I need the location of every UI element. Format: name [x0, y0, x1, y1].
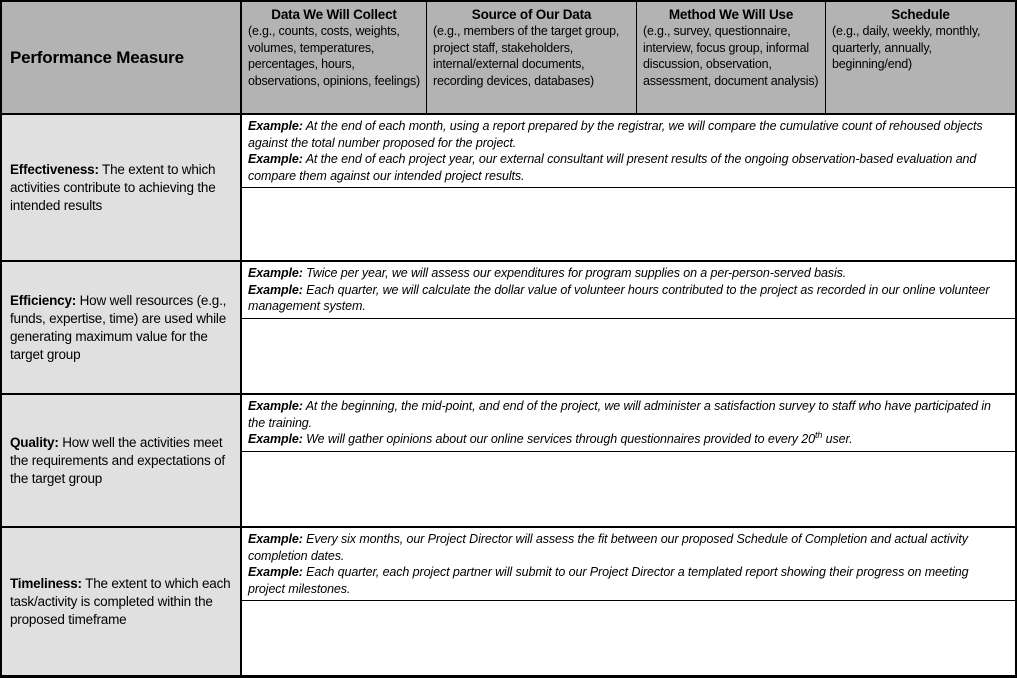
column-subtitle: (e.g., counts, costs, weights, volumes, temperatures, percentages, hours, observations, opinions, feelings): [248, 24, 420, 88]
fill-in-area-timeliness: [242, 601, 1015, 675]
example-label: Example:: [248, 565, 303, 579]
example-text-after: user.: [822, 432, 853, 446]
column-subtitle: (e.g., survey, questionnaire, interview, focus group, informal discussion, observation, assessment, document analysis): [643, 24, 819, 88]
row-label-text: [10, 575, 234, 629]
example-paragraph: [248, 151, 1007, 184]
ordinal-superscript: th: [815, 429, 823, 440]
row-content-quality: [242, 395, 1015, 526]
examples-block: [242, 395, 1015, 452]
row-label-timeliness: [2, 528, 242, 675]
fill-in-area-efficiency: [242, 319, 1015, 394]
row-efficiency: [2, 262, 1015, 395]
example-paragraph: [248, 531, 1007, 564]
fill-in-area-quality: [242, 452, 1015, 527]
example-label: Example:: [248, 432, 303, 446]
row-label-quality: [2, 395, 242, 526]
fill-in-area-effectiveness: [242, 188, 1015, 260]
column-subtitle: (e.g., daily, weekly, monthly, quarterly, annually, beginning/end): [832, 24, 981, 71]
example-text: Each quarter, we will calculate the dollar value of volunteer hours contributed to the project as recorded in our online volunteer management system.: [248, 282, 990, 313]
row-label-efficiency: [2, 262, 242, 393]
term-label: Efficiency:: [10, 292, 77, 308]
example-paragraph: [248, 118, 1007, 151]
example-label: Example:: [248, 119, 303, 133]
row-label-effectiveness: [2, 115, 242, 260]
row-content-efficiency: [242, 262, 1015, 393]
column-title: Schedule: [891, 7, 950, 22]
term-description: How well resources (e.g., funds, expertise, time) are used while generating maximum value for the target group: [10, 292, 227, 362]
row-label-text: [10, 434, 234, 488]
row-label-text: [10, 161, 234, 215]
example-text: At the end of each project year, our external consultant will present results of the ongoing observation-based evaluation and compare them against our intended project results.: [248, 152, 977, 183]
example-text: Every six months, our Project Director will assess the fit between our proposed Schedule of Completion and actual activity completion dates.: [248, 532, 968, 563]
row-content-effectiveness: [242, 115, 1015, 260]
examples-block: [242, 262, 1015, 319]
row-timeliness: [2, 528, 1015, 675]
examples-block: [242, 115, 1015, 188]
example-label: Example:: [248, 266, 303, 280]
term-label: Timeliness:: [10, 575, 82, 591]
example-text: At the end of each month, using a report prepared by the registrar, we will compare the cumulative count of rehoused objects against the total number proposed for the project.: [248, 119, 983, 150]
column-title: Method We Will Use: [668, 7, 794, 22]
example-text: Each quarter, each project partner will submit to our Project Director a templated report showing their progress on meeting project milestones.: [248, 565, 969, 596]
example-paragraph: [248, 431, 1007, 448]
term-description: How well the activities meet the requirements and expectations of the target group: [10, 434, 225, 486]
row-quality: [2, 395, 1015, 528]
term-description: The extent to which each task/activity is completed within the proposed timeframe: [10, 575, 231, 627]
example-label: Example:: [248, 399, 303, 413]
example-text: At the beginning, the mid-point, and end of the project, we will administer a satisfaction survey to staff who have participated in the training.: [248, 399, 991, 430]
example-text: Twice per year, we will assess our expenditures for program supplies on a per-person-served basis.: [302, 266, 847, 280]
term-label: Effectiveness:: [10, 161, 99, 177]
header-data-we-will-collect: [242, 2, 427, 113]
term-label: Quality:: [10, 434, 59, 450]
row-label-text: [10, 292, 234, 364]
term-description: The extent to which activities contribute to achieving the intended results: [10, 161, 216, 213]
column-title: Data We Will Collect: [271, 7, 397, 22]
row-effectiveness: [2, 115, 1015, 262]
example-paragraph: [248, 265, 1007, 282]
example-paragraph: [248, 282, 1007, 315]
header-performance-measure: [2, 2, 242, 113]
examples-block: [242, 528, 1015, 601]
table-header-row: [2, 2, 1015, 115]
column-subtitle: (e.g., members of the target group, project staff, stakeholders, internal/external documents, recording devices, databases): [433, 24, 620, 88]
header-performance-measure-label: Performance Measure: [10, 47, 184, 67]
example-text: We will gather opinions about our online services through questionnaires provided to every 20: [302, 432, 815, 446]
row-content-timeliness: [242, 528, 1015, 675]
example-label: Example:: [248, 152, 303, 166]
example-label: Example:: [248, 282, 303, 297]
example-paragraph: [248, 398, 1007, 431]
header-source-of-our-data: [427, 2, 637, 113]
header-method-we-will-use: [637, 2, 826, 113]
example-label: Example:: [248, 532, 303, 546]
header-schedule: [826, 2, 1015, 113]
column-title: Source of Our Data: [471, 7, 592, 22]
example-paragraph: [248, 564, 1007, 597]
